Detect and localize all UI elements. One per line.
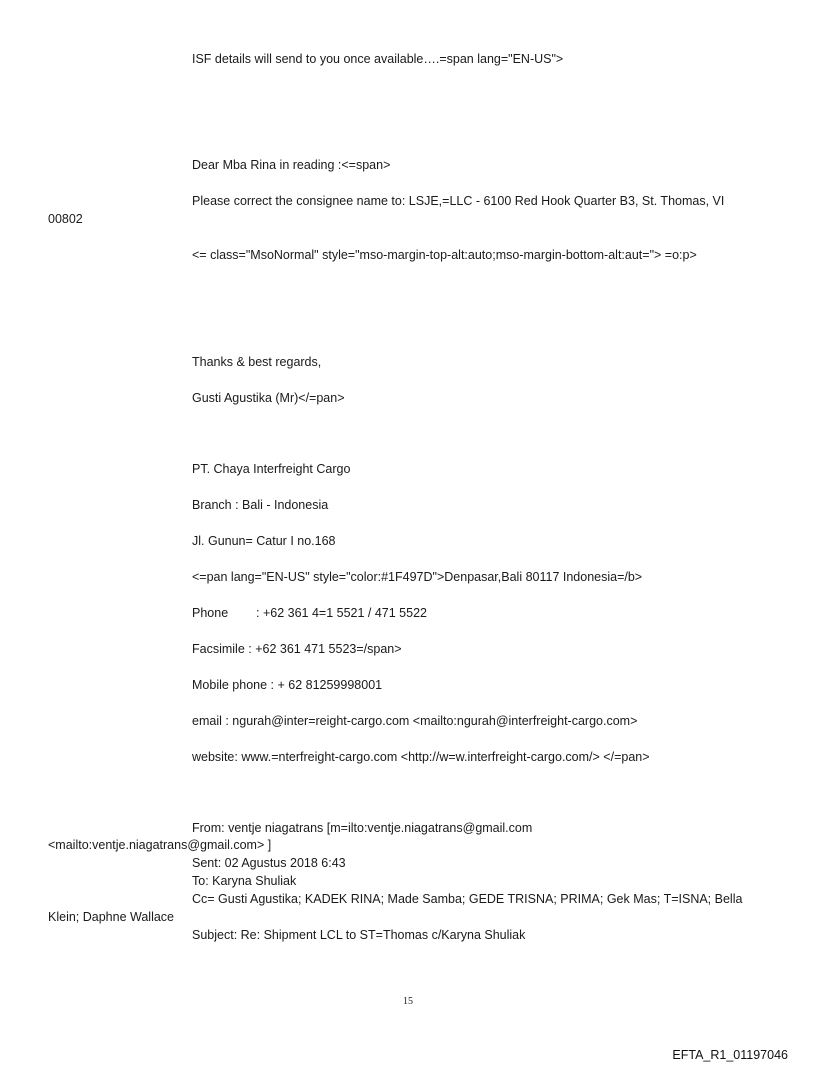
correction-line-continued: 00802 (48, 212, 83, 226)
header-from: From: ventje niagatrans [m=ilto:ventje.niagatrans@gmail.com (192, 821, 533, 835)
page-number: 15 (403, 996, 413, 1007)
signature-phone (192, 605, 427, 621)
signature-email[interactable]: email : ngurah@inter=reight-cargo.com <mailto:ngurah@interfreight-cargo.com> (192, 714, 638, 728)
signature-mobile: Mobile phone : + 62 81259998001 (192, 678, 383, 692)
correction-line: Please correct the consignee name to: LSJE,=LLC - 6100 Red Hook Quarter B3, St. Thomas, VI (192, 194, 725, 208)
header-subject: Subject: Re: Shipment LCL to ST=Thomas c/Karyna Shuliak (192, 928, 526, 942)
signature-company: PT. Chaya Interfreight Cargo (192, 462, 351, 476)
bates-number: EFTA_R1_01197046 (672, 1048, 788, 1062)
greeting: Dear Mba Rina in reading :<=span> (192, 158, 391, 172)
phone-label: Phone (192, 606, 229, 620)
signature-branch: Branch : Bali - Indonesia (192, 498, 329, 512)
header-cc-continued: Klein; Daphne Wallace (48, 910, 174, 924)
signature-city: <=pan lang="EN-US" style="color:#1F497D">Denpasar,Bali 80117 Indonesia=/b> (192, 570, 643, 584)
header-cc: Cc= Gusti Agustika; KADEK RINA; Made Samba; GEDE TRISNA; PRIMA; Gek Mas; T=ISNA; Bella (192, 892, 743, 906)
header-sent: Sent: 02 Agustus 2018 6:43 (192, 856, 346, 870)
sender-name: Gusti Agustika (Mr)</=pan> (192, 391, 345, 405)
header-to: To: Karyna Shuliak (192, 874, 297, 888)
signature-facsimile: Facsimile : +62 361 471 5523=/span> (192, 642, 402, 656)
mso-markup-line: <= class="MsoNormal" style="mso-margin-top-alt:auto;mso-margin-bottom-alt:aut="> =o:p> (192, 248, 697, 262)
closing-thanks: Thanks & best regards, (192, 355, 322, 369)
signature-website[interactable]: website: www.=nterfreight-cargo.com <http://w=w.interfreight-cargo.com/> </=pan> (192, 750, 650, 764)
signature-street: Jl. Gunun= Catur I no.168 (192, 534, 336, 548)
isf-line: ISF details will send to you once available….=span lang="EN-US"> (192, 52, 564, 66)
header-from-continued: <mailto:ventje.niagatrans@gmail.com> ] (48, 838, 272, 852)
phone-value: : +62 361 4=1 5521 / 471 5522 (256, 606, 427, 620)
